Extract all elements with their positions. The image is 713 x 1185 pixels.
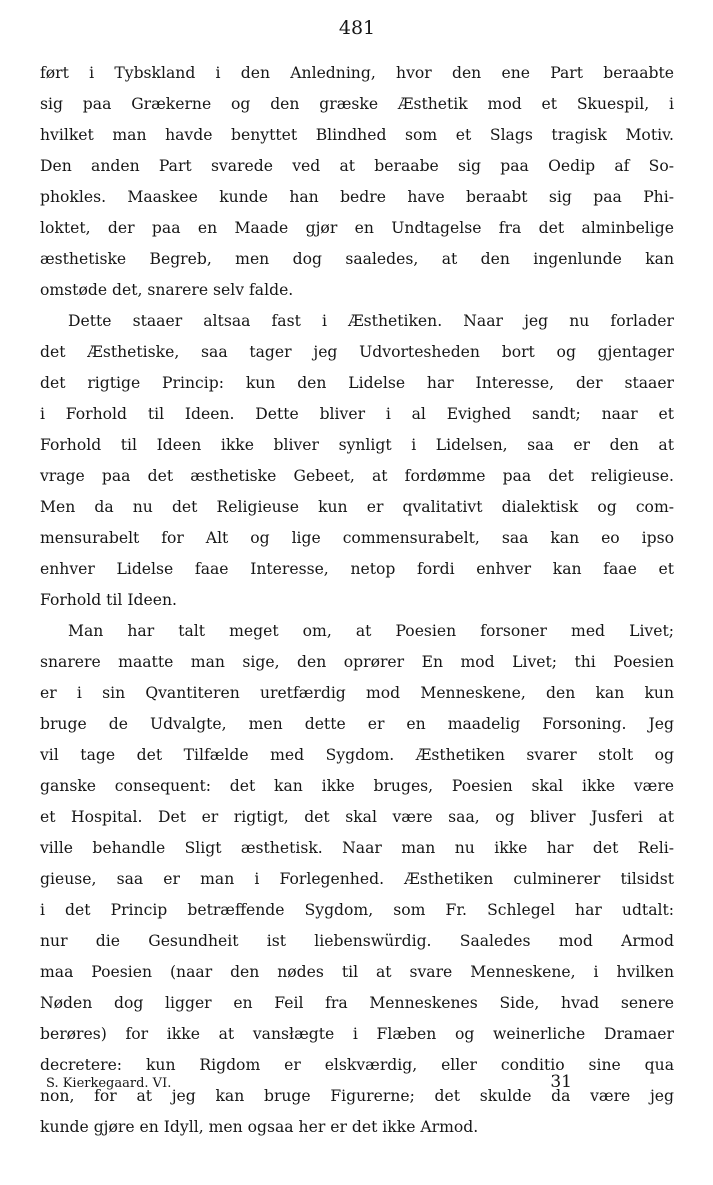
text-line: bruge de Udvalgte, men dette er en maadelig Forsoning. Jeg (40, 715, 674, 733)
page-number: 481 (338, 17, 376, 39)
text-line: Den anden Part svarede ved at beraabe sig paa Oedip af So- (40, 157, 674, 175)
body-text (40, 58, 674, 1143)
sheet-number: 31 (550, 1072, 572, 1092)
text-line: non, for at jeg kan bruge Figurerne; det skulde da være jeg (40, 1087, 674, 1105)
text-line: vil tage det Tilfælde med Sygdom. Æsthetiken svarer stolt og (40, 746, 674, 764)
text-line: i Forhold til Ideen. Dette bliver i al Evighed sandt; naar et (40, 405, 674, 423)
book-page (40, 16, 674, 1143)
text-line: Forhold til Ideen ikke bliver synligt i Lidelsen, saa er den at (40, 436, 674, 454)
text-line: ført i Tybskland i den Anledning, hvor den ene Part beraabte (40, 64, 674, 82)
text-line: Nøden dog ligger en Feil fra Menneskenes Side, hvad senere (40, 994, 674, 1012)
text-line: Forhold til Ideen. (40, 591, 177, 609)
text-line: sig paa Grækerne og den græske Æsthetik mod et Skuespil, i (40, 95, 674, 113)
text-line: hvilket man havde benyttet Blindhed som et Slags tragisk Motiv. (40, 126, 674, 144)
text-line: phokles. Maaskee kunde han bedre have beraabt sig paa Phi- (40, 188, 674, 206)
paragraph-start: Dette staaer altsaa fast i Æsthetiken. Naar jeg nu forlader (68, 312, 674, 330)
text-line: Men da nu det Religieuse kun er qvalitativt dialektisk og com- (40, 498, 674, 516)
paragraph-start: Man har talt meget om, at Poesien forsoner med Livet; (68, 622, 674, 640)
text-line: i det Princip betræffende Sygdom, som Fr. Schlegel har udtalt: (40, 901, 674, 919)
text-line: æsthetiske Begreb, men dog saaledes, at den ingenlunde kan (40, 250, 674, 268)
text-line: gieuse, saa er man i Forlegenhed. Æsthetiken culminerer tilsidst (40, 870, 674, 888)
text-line: maa Poesien (naar den nødes til at svare Menneskene, i hvilken (40, 963, 674, 981)
signature-mark: S. Kierkegaard. VI. (46, 1076, 172, 1091)
text-line: ville behandle Sligt æsthetisk. Naar man nu ikke har det Reli- (40, 839, 674, 857)
text-line: vrage paa det æsthetiske Gebeet, at fordømme paa det religieuse. (40, 467, 674, 485)
text-line: decretere: kun Rigdom er elskværdig, eller conditio sine qua (40, 1056, 674, 1074)
text-line: er i sin Qvantiteren uretfærdig mod Menneskene, den kan kun (40, 684, 674, 702)
text-line: loktet, der paa en Maade gjør en Undtagelse fra det alminbelige (40, 219, 674, 237)
text-line: det Æsthetiske, saa tager jeg Udvortesheden bort og gjentager (40, 343, 674, 361)
text-line: snarere maatte man sige, den oprører En mod Livet; thi Poesien (40, 653, 674, 671)
text-line: et Hospital. Det er rigtigt, det skal være saa, og bliver Jusferi at (40, 808, 674, 826)
text-line: nur die Gesundheit ist liebenswürdig. Saaledes mod Armod (40, 932, 674, 950)
text-line: enhver Lidelse faae Interesse, netop fordi enhver kan faae et (40, 560, 674, 578)
text-line: det rigtige Princip: kun den Lidelse har Interesse, der staaer (40, 374, 674, 392)
text-line: omstøde det, snarere selv falde. (40, 281, 294, 299)
text-line: ganske consequent: det kan ikke bruges, Poesien skal ikke være (40, 777, 674, 795)
text-line: berøres) for ikke at vansłægte i Flæben og weinerliche Dramaer (40, 1025, 674, 1043)
text-line: mensurabelt for Alt og lige commensurabelt, saa kan eo ipso (40, 529, 674, 547)
text-line: kunde gjøre en Idyll, men ogsaa her er det ikke Armod. (40, 1118, 479, 1136)
